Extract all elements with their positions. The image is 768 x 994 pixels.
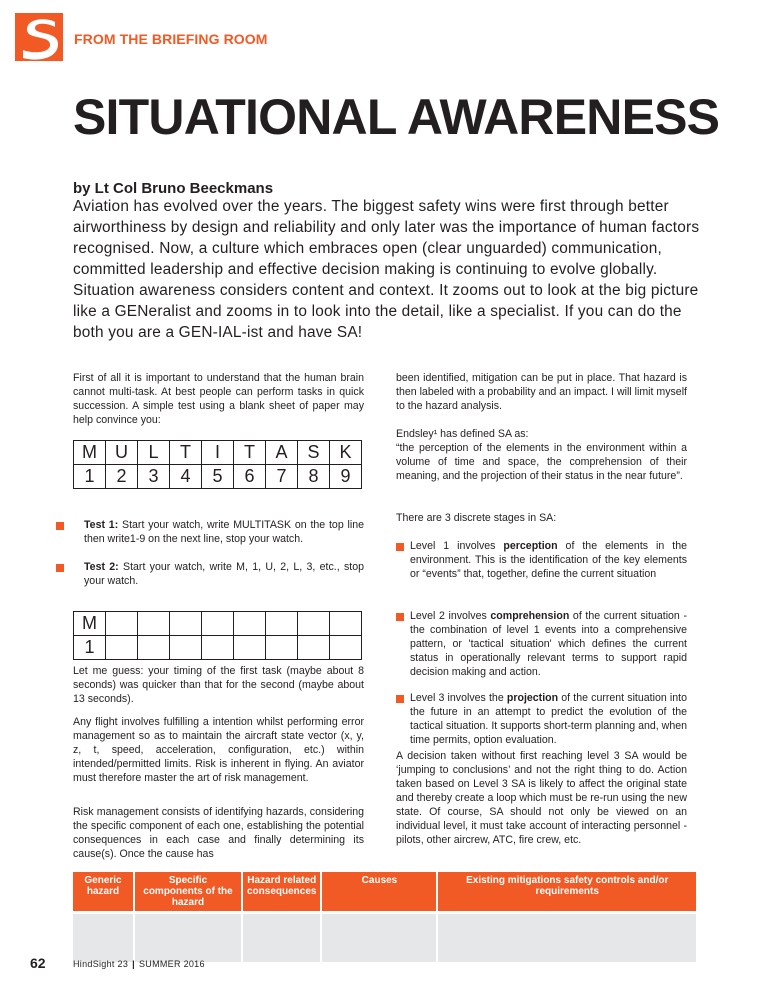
grid-cell: 7 [266,465,298,489]
grid-cell: 1 [74,636,106,660]
alternating-grid [73,611,362,660]
grid-cell: M [74,441,106,465]
grid-cell: 2 [106,465,138,489]
hindsight-logo [15,13,63,61]
test1-label: Test 1: [84,519,119,531]
bullet-square-icon [396,543,404,551]
grid-cell: I [202,441,234,465]
level1-keyword: perception [503,540,558,552]
bullet-square-icon [396,613,404,621]
test2-text: Start your watch, write M, 1, U, 2, L, 3, etc., stop your watch. [84,561,365,587]
grid-cell: A [266,441,298,465]
grid-cell: K [330,441,362,465]
footer-publication: HindSight 23 | SUMMER 2016 [73,959,205,969]
test1-text: Start your watch, write MULTITASK on the top line then write1-9 on the next line, stop your watch. [84,519,364,545]
issue-label: SUMMER 2016 [138,959,205,969]
endsley-quote: “the perception of the elements in the environment within a volume of time and space, the comprehension of their meaning, and the projection of their status in the near future”. [396,442,687,482]
lead-paragraph: Aviation has evolved over the years. The biggest safety wins were first through better airworthiness by design and reliability and only later was the importance of human factors recognised. Now, a culture which embraces open (clear unguarded) communication, committed leadership and effective decision making is continuing to evolve globally. Situation awareness considers content and context. It zooms out to look at the big picture like a GENeralist and zooms in to look into the detail, like a specialist. If you can do the both you are a GEN-IAL-ist and have SA! [73,198,700,341]
grid-cell: 3 [138,465,170,489]
level3-bullet: Level 3 involves the projection of the current situation into the future in an attempt to predict the evolution of the tactical situation. It supports short-term planning and, when time permits, option evaluation. [396,691,687,747]
table-header: Causes [321,872,437,913]
grid-cell: T [234,441,266,465]
grid-cell: T [170,441,202,465]
table-header: Generic hazard [73,872,134,913]
logo-s-icon [15,13,63,61]
table-row [73,913,697,963]
bullet-square-icon [396,695,404,703]
grid-cell: 1 [74,465,106,489]
level3-keyword: projection [506,692,559,704]
grid-cell: 8 [298,465,330,489]
grid-cell: S [298,441,330,465]
byline: by Lt Col Bruno Beeckmans [73,180,274,197]
guess-paragraph: Let me guess: your timing of the first task (maybe about 8 seconds) was quicker than that for the second (maybe about 13 seconds). [73,665,364,705]
table-header: Hazard related consequences [242,872,321,913]
stages-intro: There are 3 discrete stages in SA: [396,512,557,524]
endsley-intro: Endsley¹ has defined SA as: [396,428,529,440]
test2-bullet [56,560,364,588]
grid-cell: M [74,612,106,636]
grid-letters-row [74,441,362,465]
grid-cell: 5 [202,465,234,489]
multitask-grid [73,440,362,489]
bullet-square-icon [56,522,64,530]
grid-cell: U [106,441,138,465]
level1-bullet: Level 1 involves perception of the elements in the environment. This is the identification of the key elements or “events” that, together, define the current situation [396,539,687,581]
grid-numbers-row [74,465,362,489]
flight-paragraph: Any flight involves fulfilling a intention whilst performing error management so as to maintain the aircraft state vector (x, y, z, t, speed, acceleration, configuration, etc.) within intended/permitted limits. Risk is inherent in flying. An aviator must therefore master the art of risk management. [73,716,364,784]
risk-paragraph: Risk management consists of identifying hazards, considering the specific component of each one, establishing the potential consequences in each case and finally determining its cause(s). Once the cause has [73,806,364,860]
continuation-paragraph: been identified, mitigation can be put in place. That hazard is then labeled with a probability and an impact. I will limit myself to the hazard analysis. [396,372,687,412]
test1-bullet [56,518,364,546]
grid-cell: L [138,441,170,465]
publication-name: HindSight 23 [73,959,129,969]
endsley-paragraph [396,427,687,483]
intro-paragraph: First of all it is important to understand that the human brain cannot multi-task. At best people can perform tasks in quick succession. A simple test using a blank sheet of paper may help convince you: [73,372,364,426]
article-title: SITUATIONAL AWARENESS [73,89,720,145]
level2-bullet: Level 2 involves comprehension of the current situation - the combination of level 1 events into a comprehensive pattern, or 'tactical situation' which defines the current status in operationally relevant terms to support rapid decision making and action. [396,609,687,679]
bullet-square-icon [56,564,64,572]
decision-paragraph: A decision taken without first reaching level 3 SA would be ‘jumping to conclusions’ and not the right thing to do. Action taken based on Level 3 SA is likely to affect the original state and thereby create a loop which must be re-run using the new state. Of course, SA should not only be viewed on an individual level, it must take account of interacting personnel - pilots, other aircrew, ATC, fire crew, etc. [396,750,687,846]
test2-label: Test 2: [84,561,119,573]
grid-cell: 4 [170,465,202,489]
grid-cell: 6 [234,465,266,489]
level2-keyword: comprehension [490,610,570,622]
page-number: 62 [30,955,46,971]
grid-cell: 9 [330,465,362,489]
section-label: FROM THE BRIEFING ROOM [74,31,268,47]
hazard-analysis-table [73,872,698,962]
table-header: Existing mitigations safety controls and/or requirements [437,872,697,913]
table-header: Specific components of the hazard [134,872,242,913]
